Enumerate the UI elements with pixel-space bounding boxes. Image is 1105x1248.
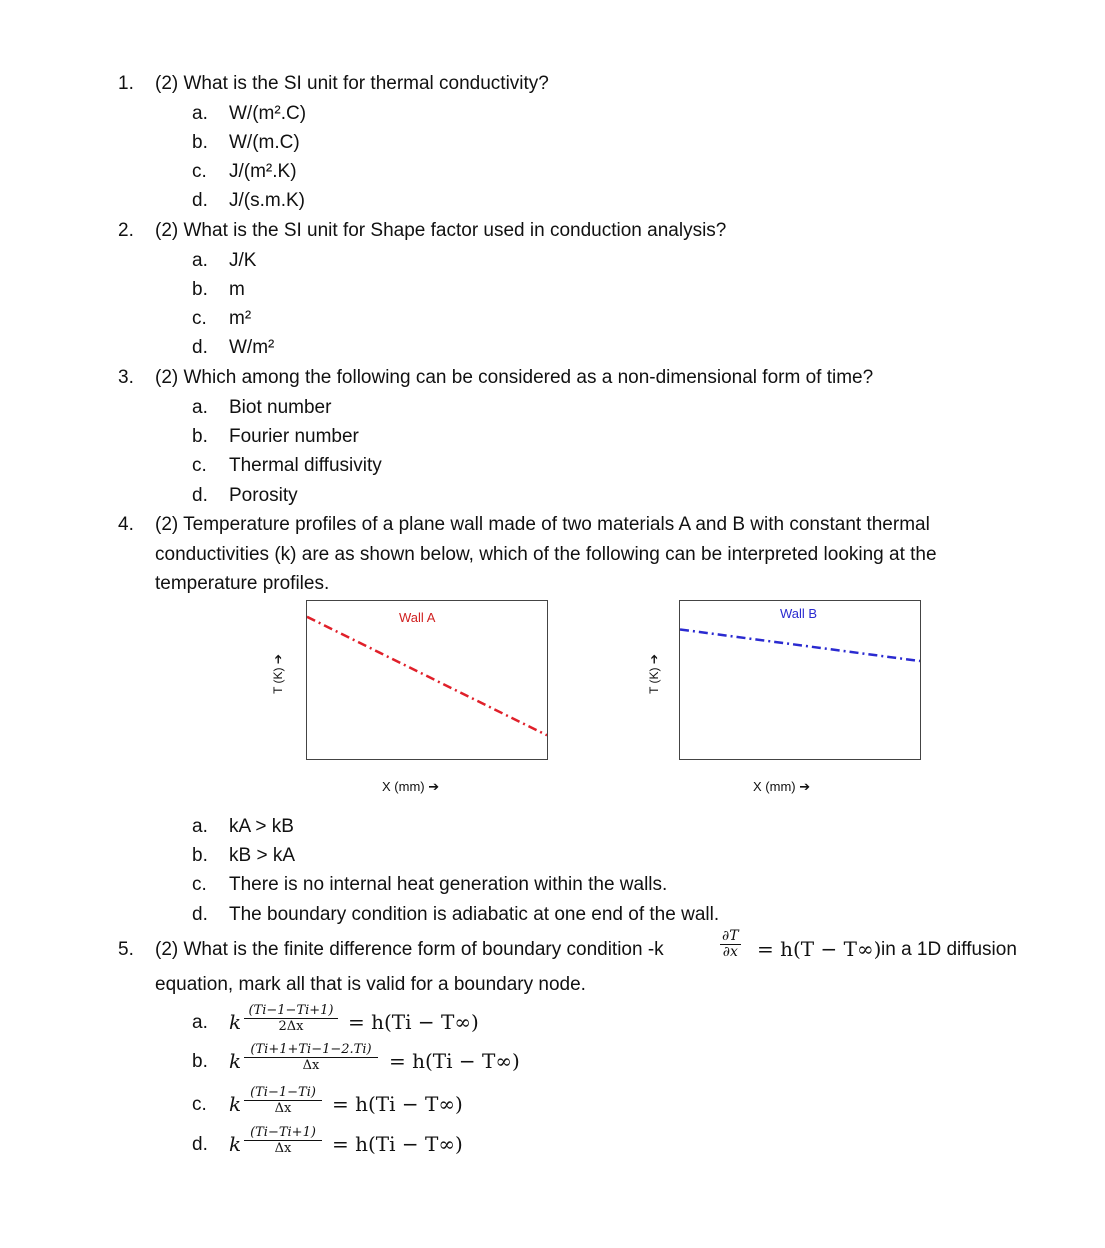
chart-a-series-line: [307, 617, 547, 736]
fraction-numerator: (Ti−1−Ti): [244, 1085, 322, 1101]
option-letter: d.: [192, 337, 208, 358]
option-text[interactable]: m²: [229, 308, 252, 329]
option-letter: a.: [192, 816, 208, 837]
chart-b-xlabel: X (mm) ➔: [753, 779, 811, 794]
option-letter: d.: [192, 1134, 208, 1155]
question-2-number: 2.: [118, 220, 134, 241]
option-letter: a.: [192, 1012, 208, 1033]
question-5-text-line-2: equation, mark all that is valid for a boundary node.: [155, 974, 586, 995]
option-text[interactable]: Thermal diffusivity: [229, 455, 382, 476]
chart-a-svg: [307, 601, 547, 759]
chart-a-xlabel: X (mm) ➔: [382, 779, 440, 794]
option-text[interactable]: J/(m².K): [229, 161, 297, 182]
chart-a-plot-area: [306, 600, 548, 760]
chart-b-series-line: [680, 629, 920, 661]
question-4-text-line-2: conductivities (k) are as shown below, which of the following can be interpreted looking at the: [155, 544, 937, 565]
fraction-numerator: (Ti−Ti+1): [244, 1125, 322, 1141]
option-text[interactable]: W/m²: [229, 337, 275, 358]
chart-a-title: Wall A: [399, 610, 436, 625]
option-letter: a.: [192, 103, 208, 124]
option-text[interactable]: W/(m.C): [229, 132, 300, 153]
option-rhs: = h(Ti − T∞): [332, 1092, 463, 1116]
option-rhs: = h(Ti − T∞): [332, 1132, 463, 1156]
option-text[interactable]: J/(s.m.K): [229, 190, 305, 211]
fraction-numerator: (Ti−1−Ti+1): [244, 1003, 338, 1019]
fraction-numerator: (Ti+1+Ti−1−2.Ti): [244, 1042, 378, 1058]
option-fraction[interactable]: [244, 1042, 378, 1073]
chart-b-title: Wall B: [780, 606, 818, 621]
derivative-denominator: ∂x: [722, 944, 738, 960]
fraction-denominator: Δx: [274, 1101, 292, 1116]
fraction-denominator: Δx: [302, 1058, 320, 1073]
question-4-text-line-3: temperature profiles.: [155, 573, 330, 594]
option-fraction[interactable]: [244, 1085, 322, 1116]
option-text[interactable]: There is no internal heat generation within the walls.: [229, 874, 668, 895]
question-5-text: (2) What is the finite difference form of boundary condition -k: [155, 939, 664, 960]
option-text[interactable]: J/K: [229, 250, 257, 271]
option-letter: b.: [192, 1051, 208, 1072]
question-3-number: 3.: [118, 367, 134, 388]
option-text[interactable]: kA > kB: [229, 816, 294, 837]
option-letter: a.: [192, 250, 208, 271]
option-k: k: [229, 1010, 242, 1034]
question-5-rhs: = h(T − T∞): [757, 937, 882, 961]
option-letter: c.: [192, 874, 207, 895]
option-letter: d.: [192, 190, 208, 211]
option-letter: c.: [192, 455, 207, 476]
fraction-denominator: 2Δx: [278, 1019, 304, 1034]
option-text[interactable]: Biot number: [229, 397, 332, 418]
option-letter: c.: [192, 161, 207, 182]
option-text[interactable]: The boundary condition is adiabatic at one end of the wall.: [229, 904, 720, 925]
option-fraction[interactable]: [244, 1003, 338, 1034]
option-text[interactable]: m: [229, 279, 245, 300]
option-letter: a.: [192, 397, 208, 418]
chart-a-ylabel: T (K) ➔: [271, 654, 285, 694]
option-text[interactable]: Fourier number: [229, 426, 359, 447]
option-text[interactable]: Porosity: [229, 485, 298, 506]
question-3-text: (2) Which among the following can be considered as a non-dimensional form of time?: [155, 367, 874, 388]
option-rhs: = h(Ti − T∞): [348, 1010, 479, 1034]
question-4-number: 4.: [118, 514, 134, 535]
option-rhs: = h(Ti − T∞): [389, 1049, 520, 1073]
option-letter: c.: [192, 308, 207, 329]
option-letter: b.: [192, 845, 208, 866]
option-k: k: [229, 1049, 242, 1073]
question-1-number: 1.: [118, 73, 134, 94]
option-text[interactable]: W/(m².C): [229, 103, 307, 124]
option-text[interactable]: kB > kA: [229, 845, 295, 866]
chart-b-svg: [680, 601, 920, 759]
option-k: k: [229, 1092, 242, 1116]
option-k: k: [229, 1132, 242, 1156]
question-5-text-after: in a 1D diffusion: [881, 939, 1017, 960]
question-4-text-line-1: (2) Temperature profiles of a plane wall made of two materials A and B with constant thermal: [155, 514, 930, 535]
question-2-text: (2) What is the SI unit for Shape factor used in conduction analysis?: [155, 220, 727, 241]
derivative-numerator: ∂T: [722, 928, 739, 944]
chart-b-ylabel: T (K) ➔: [647, 654, 661, 694]
option-letter: b.: [192, 132, 208, 153]
option-letter: b.: [192, 426, 208, 447]
chart-b-plot-area: [679, 600, 921, 760]
option-letter: b.: [192, 279, 208, 300]
option-letter: c.: [192, 1094, 207, 1115]
option-letter: d.: [192, 904, 208, 925]
question-5-number: 5.: [118, 939, 134, 960]
fraction-denominator: Δx: [274, 1141, 292, 1156]
question-5-derivative: [720, 929, 741, 960]
option-letter: d.: [192, 485, 208, 506]
option-fraction[interactable]: [244, 1125, 322, 1156]
question-1-text: (2) What is the SI unit for thermal conductivity?: [155, 73, 549, 94]
